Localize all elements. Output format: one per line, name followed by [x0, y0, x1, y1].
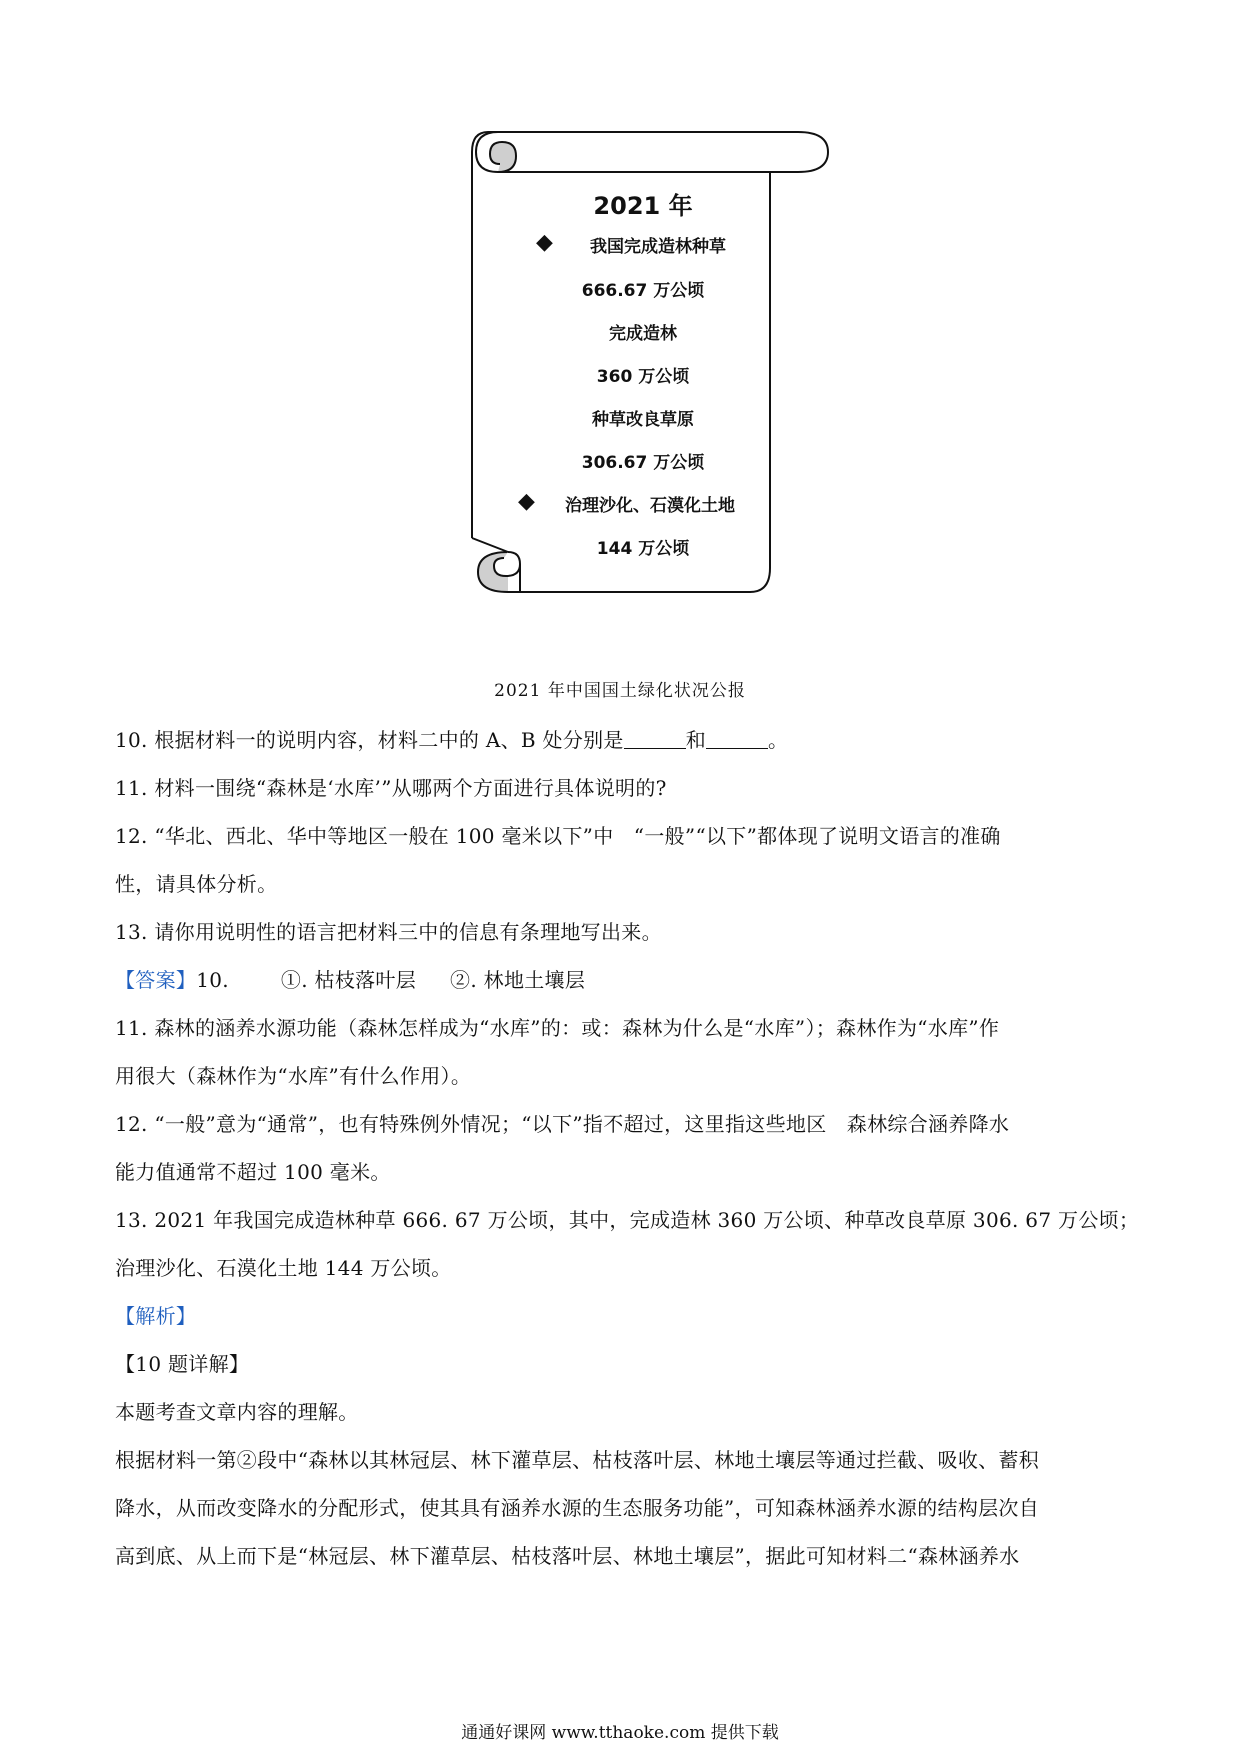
scroll-line: 144 万公顷 — [596, 539, 690, 559]
question-12-line2: 性，请具体分析。 — [115, 872, 278, 896]
question-12-line1: 12. “华北、西北、华中等地区一般在 100 毫米以下”中 “一般”“以下”都体现了说明文语言的准确 — [115, 824, 1001, 848]
scroll-line: 我国完成造林种草 — [590, 237, 726, 257]
answer-11-line2: 用很大（森林作为“水库”有什么作用）。 — [115, 1064, 472, 1088]
analysis-paragraph: 降水，从而改变降水的分配形式，使其具有涵养水源的生态服务功能”，可知森林涵养水源的结构层次自 — [115, 1496, 1040, 1520]
answer-12-line2: 能力值通常不超过 100 毫米。 — [115, 1160, 391, 1184]
answer-13-line1: 13. 2021 年我国完成造林种草 666. 67 万公顷，其中，完成造林 360 万公顷、种草改良草原 306. 67 万公顷； — [115, 1208, 1140, 1232]
question-10 — [115, 724, 1135, 753]
scroll-line: 种草改良草原 — [592, 410, 694, 430]
scroll-year: 2021 年 — [593, 192, 693, 220]
diamond-bullet-icon: ◆ — [518, 489, 535, 514]
answer-12-line1: 12. “一般”意为“通常”，也有特殊例外情况；“以下”指不超过，这里指这些地区 森林综合涵养降水 — [115, 1112, 1010, 1136]
analysis-paragraph: 高到底、从上而下是“林冠层、林下灌草层、枯枝落叶层、林地土壤层”，据此可知材料二“森林涵养水 — [115, 1544, 1020, 1568]
answer-13-line2: 治理沙化、石漠化土地 144 万公顷。 — [115, 1256, 452, 1280]
analysis-paragraph: 根据材料一第②段中“森林以其林冠层、林下灌草层、枯枝落叶层、林地土壤层等通过拦截、吸收、蓄积 — [115, 1448, 1040, 1472]
scroll-line: 360 万公顷 — [596, 367, 690, 387]
analysis-subheading: 【10 题详解】 — [115, 1352, 250, 1376]
question-10-end: 。 — [768, 728, 789, 752]
question-11: 11. 材料一围绕“森林是‘水库’”从哪两个方面进行具体说明的? — [115, 776, 667, 800]
answer-10 — [115, 964, 1135, 993]
figure-caption: 2021 年中国国土绿化状况公报 — [494, 681, 746, 701]
answer-10-option2: ②. 林地土壤层 — [450, 968, 586, 992]
answer-10-num: 10. — [196, 968, 229, 992]
blank-b — [706, 728, 768, 749]
question-10-and: 和 — [685, 728, 707, 752]
scroll-banner — [468, 128, 830, 600]
analysis-tag: 【解析】 — [115, 1304, 197, 1328]
blank-a — [624, 728, 686, 749]
analysis-paragraph: 本题考查文章内容的理解。 — [115, 1400, 359, 1424]
scroll-line: 306.67 万公顷 — [581, 453, 705, 473]
scroll-line: 完成造林 — [609, 324, 677, 344]
question-13: 13. 请你用说明性的语言把材料三中的信息有条理地写出来。 — [115, 920, 662, 944]
question-10-text: 10. 根据材料一的说明内容，材料二中的 A、B 处分别是 — [115, 728, 624, 752]
answer-11-line1: 11. 森林的涵养水源功能（森林怎样成为“水库”的：或：森林为什么是“水库”）；森林作为“水库”作 — [115, 1016, 1000, 1040]
scroll-line: 治理沙化、石漠化土地 — [565, 496, 735, 516]
answer-10-option1: ①. 枯枝落叶层 — [280, 968, 417, 992]
diamond-bullet-icon: ◆ — [536, 230, 553, 255]
answer-tag: 【答案】 — [115, 968, 197, 992]
scroll-line: 666.67 万公顷 — [581, 281, 705, 301]
footer-watermark: 通通好课网 www.tthaoke.com 提供下载 — [461, 1723, 779, 1743]
